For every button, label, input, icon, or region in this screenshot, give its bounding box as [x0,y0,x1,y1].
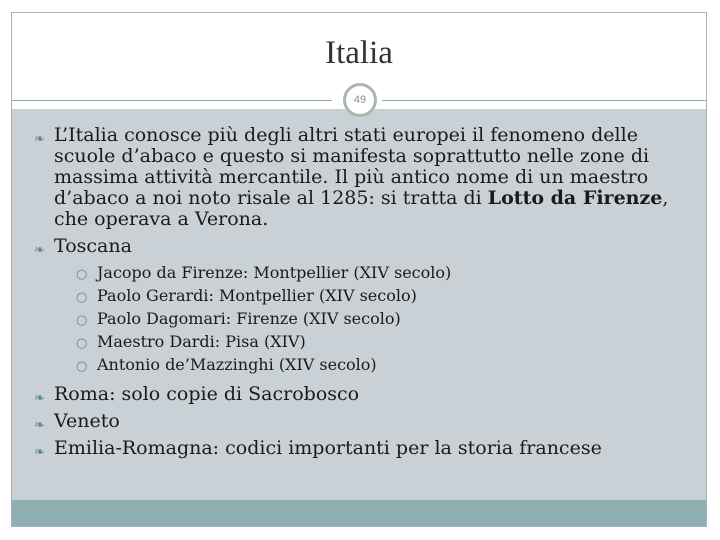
slide-title: Italia [325,35,393,71]
bullet-item-veneto: ❧ Veneto [34,411,694,432]
circle-outline-icon: ○ [76,336,88,351]
list-item: ○ Maestro Dardi: Pisa (XIV) [76,330,694,353]
bullet-item-emilia: ❧ Emilia-Romagna: codici importanti per la storia francese [34,438,694,459]
bullet-list [34,125,694,465]
leaf-arrow-icon: ❧ [34,243,45,258]
leaf-arrow-icon: ❧ [34,445,45,460]
intro-text: L’Italia conosce più degli altri stati europei il fenomeno delle scuole d’abaco e questo si manifesta soprattutto nelle zone di massima attività mercantile. Il più antico nome di un maestro d’abaco a noi noto risale al 1285: si tratta di [54,124,650,209]
list-item: ○ Antonio de’Mazzinghi (XIV secolo) [76,353,694,376]
list-item: ○ Paolo Dagomari: Firenze (XIV secolo) [76,307,694,330]
page-number-badge: 49 [343,83,377,117]
bullet-item-intro [34,125,694,230]
title-divider-left [12,100,332,101]
leaf-arrow-icon: ❧ [34,132,45,147]
circle-outline-icon: ○ [76,290,88,305]
slide-content [12,109,706,502]
circle-outline-icon: ○ [76,267,88,282]
leaf-arrow-icon: ❧ [34,418,45,433]
bullet-item-roma: ❧ Roma: solo copie di Sacrobosco [34,384,694,405]
intro-text-end: , che operava a Verona. [54,187,669,230]
bullet-item-toscana [34,236,694,376]
slide [11,12,707,527]
toscana-sublist [54,261,694,376]
leaf-arrow-icon: ❧ [34,391,45,406]
circle-outline-icon: ○ [76,359,88,374]
list-item: ○ Jacopo da Firenze: Montpellier (XIV secolo) [76,261,694,284]
circle-outline-icon: ○ [76,313,88,328]
intro-bold-name: Lotto da Firenze [487,187,663,209]
footer-bar [12,500,706,526]
title-divider-right [382,100,707,101]
toscana-label: Toscana [54,235,132,257]
list-item: ○ Paolo Gerardi: Montpellier (XIV secolo) [76,284,694,307]
